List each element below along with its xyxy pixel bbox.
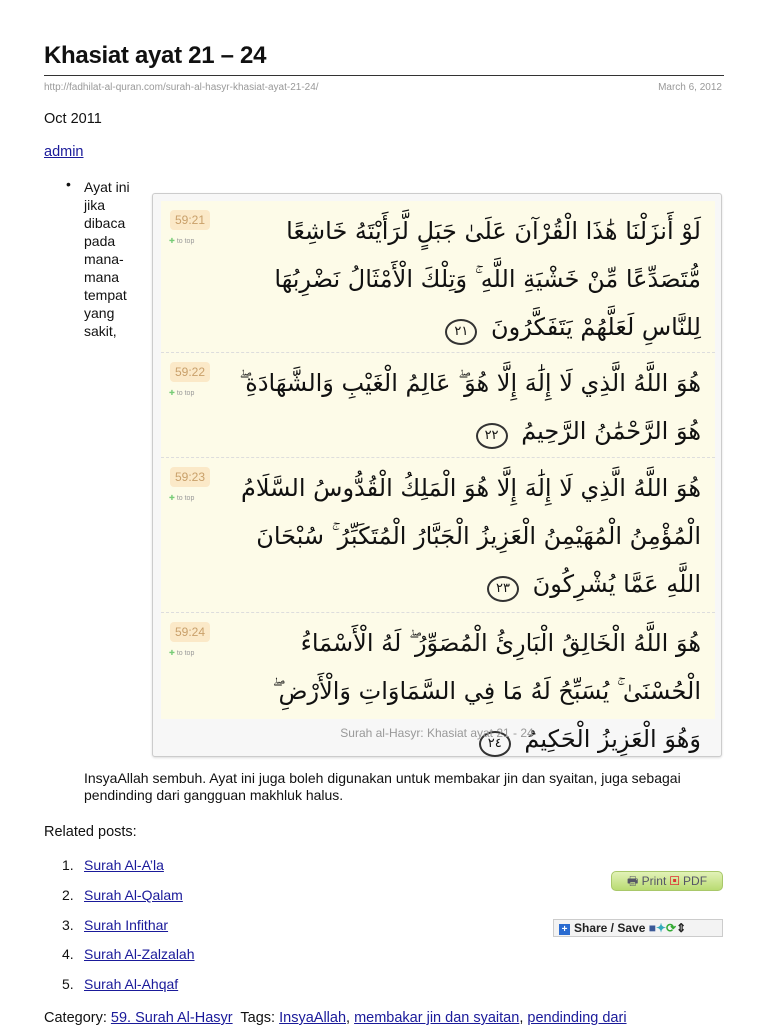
verse-ref: 59:23	[170, 467, 210, 487]
list-item: 5. Surah Al-Ahqaf	[62, 976, 179, 992]
verse-ref: 59:24	[170, 622, 210, 642]
up-arrow-icon: ✚	[169, 495, 175, 502]
up-arrow-icon: ✚	[169, 650, 175, 657]
quran-figure	[152, 193, 722, 757]
verse-ref: 59:22	[170, 362, 210, 382]
related-link[interactable]: Surah Al-Zalzalah	[84, 946, 195, 962]
to-top-link[interactable]: ✚ to top	[169, 238, 195, 245]
verse-text: هُوَ اللَّهُ الَّذِي لَا إِلَٰهَ إِلَّا هُوَ الْمَلِكُ الْقُدُّوسُ السَّلَامُ الْمُؤْمِنُ الْمُهَيْمِنُ الْعَزِيزُ الْجَبَّارُ الْمُتَكَبِّرُ ۚ سُبْحَانَ اللَّهِ عَمَّا يُشْرِكُونَ ٢٣	[231, 464, 701, 608]
verse-ref: 59:21	[170, 210, 210, 230]
verse-text: هُوَ اللَّهُ الَّذِي لَا إِلَٰهَ إِلَّا هُوَ ۖ عَالِمُ الْغَيْبِ وَالشَّهَادَةِ ۖ هُوَ الرَّحْمَٰنُ الرَّحِيمُ ٢٢	[231, 359, 701, 455]
verse-text: لَوْ أَنزَلْنَا هَٰذَا الْقُرْآنَ عَلَىٰ جَبَلٍ لَّرَأَيْتَهُ خَاشِعًا مُّتَصَدِّعًا مِّنْ خَشْيَةِ اللَّهِ ۚ وَتِلْكَ الْأَمْثَالُ نَضْرِبُهَا لِلنَّاسِ لَعَلَّهُمْ يَتَفَكَّرُونَ ٢١	[231, 207, 701, 351]
to-top-link[interactable]: ✚ to top	[169, 650, 195, 657]
verse-end-marker: ٢٢	[476, 423, 508, 449]
post-meta: Category: 59. Surah Al-Hasyr Tags: InsyaAllah, membakar jin dan syaitan, pendinding dari	[44, 1010, 627, 1026]
print-date: March 6, 2012	[658, 82, 722, 93]
bullet-text: Ayat ini jika dibaca pada mana-mana tempat yang sakit,	[84, 179, 130, 339]
figure-caption: Surah al-Hasyr: Khasiat ayat 21 - 24	[340, 726, 534, 740]
up-arrow-icon: ✚	[169, 390, 175, 397]
expand-icon: ⇕	[676, 921, 687, 935]
tag-link[interactable]: pendinding dari	[527, 1010, 627, 1026]
to-top-link[interactable]: ✚ to top	[169, 495, 195, 502]
source-url: http://fadhilat-al-quran.com/surah-al-hasyr-khasiat-ayat-21-24/	[44, 82, 319, 93]
print-pdf-button[interactable]: 🖶 Print ▣ PDF	[611, 871, 723, 891]
pdf-icon: ▣	[669, 874, 680, 888]
related-link[interactable]: Surah Al-A’la	[84, 857, 164, 873]
facebook-icon: ■	[648, 921, 656, 935]
list-item: 3. Surah Infithar	[62, 917, 169, 933]
verse-end-marker: ٢٣	[487, 576, 519, 602]
to-top-link[interactable]: ✚ to top	[169, 390, 195, 397]
list-item: 2. Surah Al-Qalam	[62, 887, 183, 903]
verse-end-marker: ٢١	[445, 319, 477, 345]
title-divider	[44, 75, 724, 76]
post-date: Oct 2011	[44, 111, 102, 127]
page-title: Khasiat ayat 21 – 24	[44, 42, 267, 69]
category-link[interactable]: 59. Surah Al-Hasyr	[110, 1010, 233, 1026]
share-save-button[interactable]: + Share / Save ■✦⟳⇕	[553, 919, 723, 937]
body-paragraph: InsyaAllah sembuh. Ayat ini juga boleh digunakan untuk membakar jin dan syaitan, juga sebagai pendinding dari gangguan makhluk halus.	[84, 770, 681, 803]
related-link[interactable]: Surah Infithar	[84, 917, 169, 933]
tag-link[interactable]: membakar jin dan syaitan	[354, 1010, 520, 1026]
related-link[interactable]: Surah Al-Qalam	[84, 887, 183, 903]
verse-end-marker: ٢٤	[479, 731, 511, 757]
verse-row	[161, 458, 715, 613]
bullet: •	[66, 176, 71, 192]
author-link[interactable]: admin	[44, 144, 84, 160]
printer-icon: 🖶	[626, 874, 639, 888]
related-link[interactable]: Surah Al-Ahqaf	[84, 976, 179, 992]
verse-row	[161, 353, 715, 458]
verse-row	[161, 201, 715, 353]
plus-icon: +	[559, 924, 570, 935]
share-icon: ⟳	[666, 921, 677, 935]
list-item: 1. Surah Al-A’la	[62, 857, 164, 873]
list-item: 4. Surah Al-Zalzalah	[62, 946, 195, 962]
tag-link[interactable]: InsyaAllah	[279, 1010, 347, 1026]
up-arrow-icon: ✚	[169, 238, 175, 245]
twitter-icon: ✦	[655, 921, 667, 935]
verse-text: هُوَ اللَّهُ الْخَالِقُ الْبَارِئُ الْمُصَوِّرُ ۖ لَهُ الْأَسْمَاءُ الْحُسْنَىٰ ۚ يُسَبِّحُ لَهُ مَا فِي السَّمَاوَاتِ وَالْأَرْضِ ۖ وَهُوَ الْعَزِيزُ الْحَكِيمُ ٢٤	[231, 619, 701, 763]
related-heading: Related posts:	[44, 824, 137, 840]
